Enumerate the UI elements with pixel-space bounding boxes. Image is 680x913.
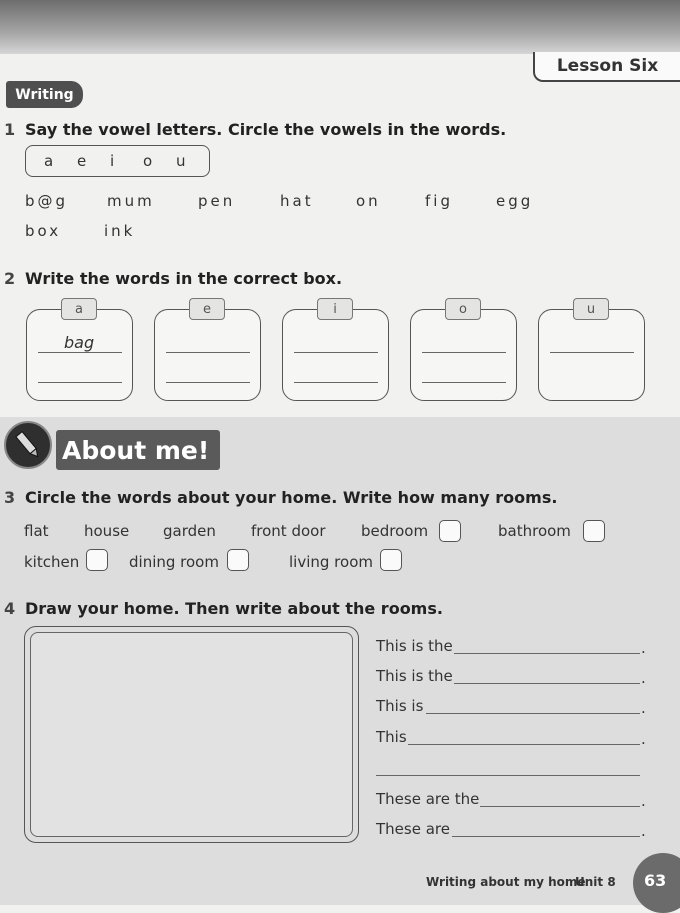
- room-count-box[interactable]: [583, 520, 605, 542]
- vowel-tag: u: [573, 298, 609, 320]
- period: .: [641, 822, 646, 840]
- example-answer: bag: [64, 333, 95, 352]
- room-count-box[interactable]: [439, 520, 461, 542]
- vowel-tag: e: [189, 298, 225, 320]
- vowel-tag: o: [445, 298, 481, 320]
- word-item[interactable]: on: [356, 192, 381, 210]
- vowel-card-e: [154, 309, 261, 401]
- answer-line[interactable]: [454, 653, 640, 654]
- word-item[interactable]: b@g: [25, 192, 69, 210]
- answer-line[interactable]: [426, 713, 640, 714]
- exercise-number: 1: [4, 120, 16, 139]
- room-count-box[interactable]: [380, 549, 402, 571]
- room-count-box[interactable]: [227, 549, 249, 571]
- exercise-number: 3: [4, 488, 16, 507]
- answer-line[interactable]: [294, 382, 378, 383]
- word-item[interactable]: mum: [107, 192, 155, 210]
- footer-unit: Unit 8: [575, 875, 616, 889]
- period: .: [641, 639, 646, 657]
- vowel-letter: a: [44, 152, 54, 170]
- answer-line[interactable]: [166, 352, 250, 353]
- answer-line[interactable]: [294, 352, 378, 353]
- word-item[interactable]: egg: [496, 192, 534, 210]
- period: .: [641, 699, 646, 717]
- vowel-letter: u: [176, 152, 186, 170]
- period: .: [641, 730, 646, 748]
- sentence-prompt: These are: [376, 820, 450, 838]
- vowel-card-i: [282, 309, 389, 401]
- exercise-instruction: Draw your home. Then write about the rooms.: [25, 599, 443, 618]
- word-item[interactable]: ink: [104, 222, 136, 240]
- answer-line[interactable]: [454, 683, 640, 684]
- room-word[interactable]: garden: [163, 522, 216, 540]
- page-number: 63: [644, 871, 667, 890]
- about-me-title: About me!: [56, 430, 220, 470]
- vowel-tag: a: [61, 298, 97, 320]
- exercise-instruction: Write the words in the correct box.: [25, 269, 343, 288]
- vowel-tag: i: [317, 298, 353, 320]
- word-item[interactable]: hat: [280, 192, 314, 210]
- sentence-prompt: This: [376, 728, 407, 746]
- exercise-instruction: Say the vowel letters. Circle the vowels in the words.: [25, 120, 507, 139]
- vowel-card-o: [410, 309, 517, 401]
- period: .: [641, 669, 646, 687]
- footer-topic: Writing about my home: [426, 875, 586, 889]
- vowel-box: [25, 145, 210, 177]
- answer-line[interactable]: [408, 744, 640, 745]
- exercise-number: 2: [4, 269, 16, 288]
- room-word[interactable]: bathroom: [498, 522, 571, 540]
- sentence-prompt: This is: [376, 697, 424, 715]
- exercise-number: 4: [4, 599, 16, 618]
- word-item[interactable]: fig: [425, 192, 453, 210]
- lesson-title: Lesson Six: [533, 52, 680, 82]
- room-word[interactable]: living room: [289, 553, 373, 571]
- answer-line[interactable]: [422, 352, 506, 353]
- room-word[interactable]: house: [84, 522, 130, 540]
- answer-line[interactable]: [376, 775, 640, 776]
- vowel-letter: i: [110, 152, 115, 170]
- word-item[interactable]: pen: [198, 192, 236, 210]
- sentence-prompt: This is the: [376, 637, 453, 655]
- room-word[interactable]: kitchen: [24, 553, 80, 571]
- pencil-icon: [4, 421, 52, 469]
- answer-line[interactable]: [38, 382, 122, 383]
- room-count-box[interactable]: [86, 549, 108, 571]
- answer-line[interactable]: [422, 382, 506, 383]
- period: .: [641, 792, 646, 810]
- word-item[interactable]: box: [25, 222, 62, 240]
- room-word[interactable]: dining room: [129, 553, 219, 571]
- sentence-prompt: These are the: [376, 790, 480, 808]
- drawing-area[interactable]: [30, 632, 353, 837]
- answer-line[interactable]: [38, 352, 122, 353]
- vowel-letter: e: [77, 152, 87, 170]
- vowel-card-a: [26, 309, 133, 401]
- room-word[interactable]: front door: [251, 522, 326, 540]
- room-word[interactable]: flat: [24, 522, 49, 540]
- answer-line[interactable]: [480, 806, 640, 807]
- page-header-band: [0, 0, 680, 54]
- answer-line[interactable]: [550, 352, 634, 353]
- answer-line[interactable]: [452, 836, 640, 837]
- vowel-letter: o: [143, 152, 153, 170]
- answer-line[interactable]: [166, 382, 250, 383]
- exercise-instruction: Circle the words about your home. Write how many rooms.: [25, 488, 558, 507]
- vowel-card-u: [538, 309, 645, 401]
- room-word[interactable]: bedroom: [361, 522, 429, 540]
- section-label: Writing: [6, 81, 83, 108]
- sentence-prompt: This is the: [376, 667, 453, 685]
